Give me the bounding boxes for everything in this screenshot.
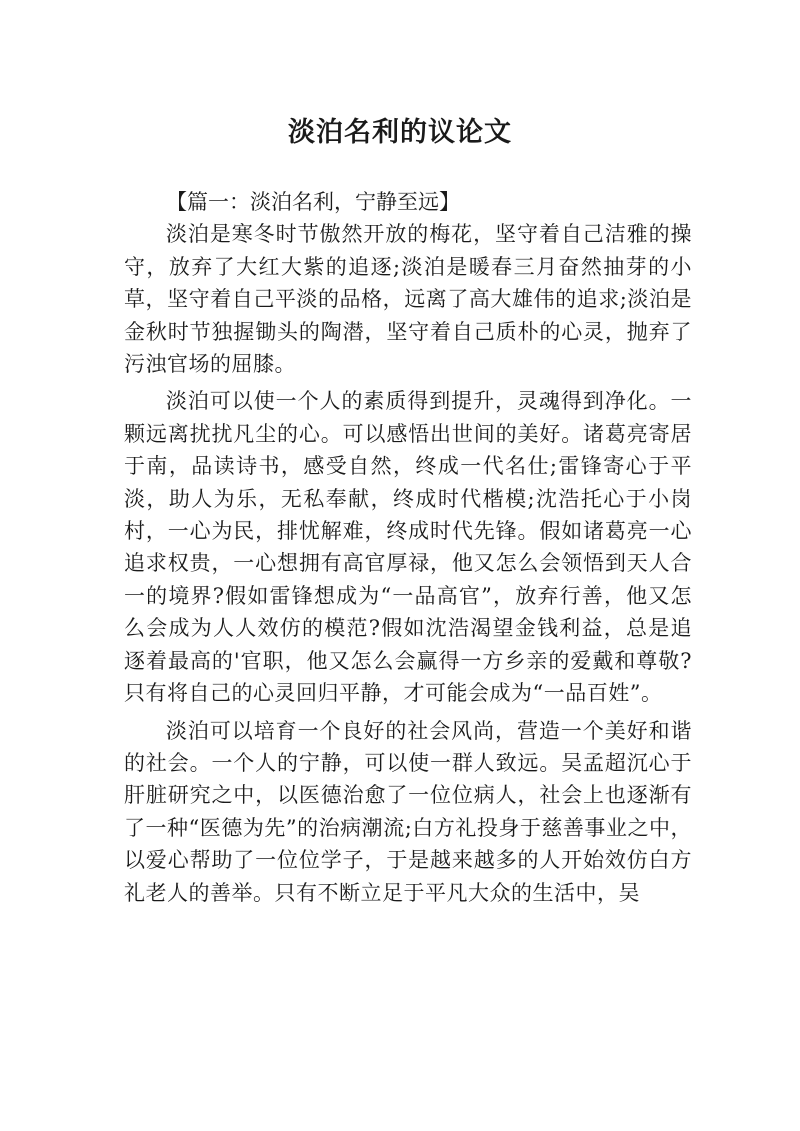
- document-body: [124, 186, 692, 909]
- paragraph-1: 淡泊是寒冬时节傲然开放的梅花，坚守着自己洁雅的操守，放弃了大红大紫的追逐;淡泊是暖春三月奋然抽芽的小草，坚守着自己平淡的品格，远离了高大雄伟的追求;淡泊是金秋时节独握锄头的陶潜，坚守着自己质朴的心灵，抛弃了污浊官场的屈膝。: [124, 222, 692, 377]
- paragraph-2: 淡泊可以使一个人的素质得到提升，灵魂得到净化。一颗远离扰扰凡尘的心。可以感悟出世间的美好。诸葛亮寄居于南，品读诗书，感受自然，终成一代名仕;雷锋寄心于平淡，助人为乐，无私奉献，终成时代楷模;沈浩托心于小岗村，一心为民，排忧解难，终成时代先锋。假如诸葛亮一心追求权贵，一心想拥有高官厚禄，他又怎么会领悟到天人合一的境界?假如雷锋想成为“一品高官”，放弃行善，他又怎么会成为人人效仿的模范?假如沈浩渴望金钱利益，总是追逐着最高的'官职，他又怎么会赢得一方乡亲的爱戴和尊敬?只有将自己的心灵回归平静，才可能会成为“一品百姓”。: [124, 389, 692, 706]
- document-title: 淡泊名利的议论文: [288, 117, 512, 149]
- paragraph-3: 淡泊可以培育一个良好的社会风尚，营造一个美好和谐的社会。一个人的宁静，可以使一群人致远。吴孟超沉心于肝脏研究之中，以医德治愈了一位位病人，社会上也逐渐有了一种“医德为先”的治病潮流;白方礼投身于慈善事业之中，以爱心帮助了一位位学子，于是越来越多的人开始效仿白方礼老人的善举。只有不断立足于平凡大众的生活中，吴: [124, 718, 692, 905]
- section-heading: 【篇一：淡泊名利，宁静至远】: [166, 190, 460, 214]
